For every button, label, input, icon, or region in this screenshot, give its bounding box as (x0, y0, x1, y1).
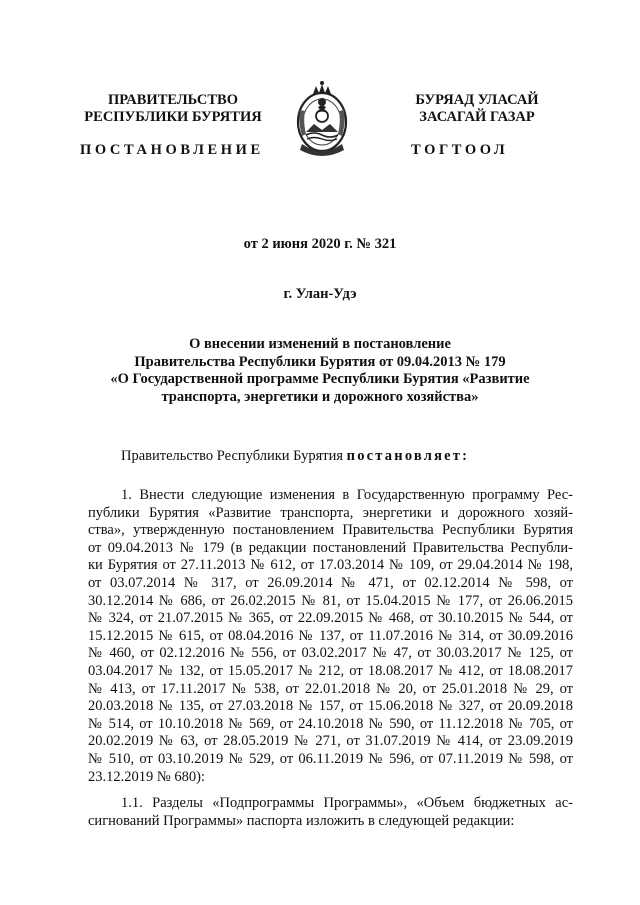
header-left-line-2: РЕСПУБЛИКИ БУРЯТИЯ (84, 109, 262, 125)
item-1-line: ства», утвержденную постановлением Правительства Республики Бурятия (88, 522, 573, 539)
header-right-line-1: БУРЯАД УЛАСАЙ (415, 92, 539, 108)
item-1-line: публики Бурятия «Развитие транспорта, энергетики и дорожного хозяй- (88, 504, 573, 521)
header-right (392, 92, 562, 126)
title-line-3: «О Государственной программе Республики Бурятия «Развитие (110, 371, 530, 387)
preamble-text: Правительство Республики Бурятия (121, 448, 347, 464)
title-line-2: Правительства Республики Бурятия от 09.04.2013 № 179 (134, 353, 506, 370)
header-left (78, 92, 268, 126)
item-1-line: № 510, от 03.10.2019 № 529, от 06.11.2019 № 596, от 07.11.2019 № 598, от (88, 750, 573, 767)
doctype-right: ТОГТООЛ (411, 142, 509, 158)
item-1-line: 20.02.2019 № 63, от 28.05.2019 № 271, от 31.07.2019 № 414, от 23.09.2019 (88, 733, 573, 750)
document-title (60, 336, 580, 406)
item-1-paragraph (88, 487, 573, 786)
doctype-left: ПОСТАНОВЛЕНИЕ (80, 142, 264, 158)
item-1-line: 30.12.2014 № 686, от 26.02.2015 № 81, от 15.04.2015 № 177, от 26.06.2015 (88, 592, 573, 609)
item-1-line: ки Бурятия от 27.11.2013 № 612, от 17.03.2014 № 109, от 29.04.2014 № 198, (88, 557, 573, 574)
item-1-line: № 514, от 10.10.2018 № 569, от 24.10.2018 № 590, от 11.12.2018 № 705, от (88, 715, 573, 732)
item-1-line: 1. Внести следующие изменения в Государственную программу Рес- (121, 487, 573, 503)
coat-of-arms-icon (294, 80, 350, 160)
item-1-line: 03.04.2017 № 132, от 15.05.2017 № 212, от 18.08.2017 № 412, от 18.08.2017 (88, 662, 573, 679)
item-1-1-line: сигнований Программы» паспорта изложить в следующей редакции: (88, 812, 515, 829)
item-1-line: 23.12.2019 № 680): (88, 768, 205, 785)
item-1-line: № 460, от 02.12.2016 № 556, от 03.02.2017 № 47, от 30.03.2017 № 125, от (88, 645, 573, 662)
item-1-1-paragraph (88, 795, 573, 830)
item-1-line: от 09.04.2013 № 179 (в редакции постановлений Правительства Республи- (88, 539, 573, 556)
item-1-line: 15.12.2015 № 615, от 08.04.2016 № 137, от 11.07.2016 № 314, от 30.09.2016 (88, 627, 573, 644)
preamble (121, 448, 469, 465)
item-1-line: № 324, от 21.07.2015 № 365, от 22.09.2015 № 468, от 30.10.2015 № 544, от (88, 610, 573, 627)
item-1-line: от 03.07.2014 № 317, от 26.09.2014 № 471, от 02.12.2014 № 598, от (88, 574, 573, 591)
title-line-1: О внесении изменений в постановление (189, 336, 451, 352)
document-city: г. Улан-Удэ (283, 286, 357, 302)
header-right-line-2: ЗАСАГАЙ ГАЗАР (419, 109, 535, 125)
preamble-decree-word: постановляет: (346, 448, 470, 464)
header-left-line-1: ПРАВИТЕЛЬСТВО (108, 92, 238, 108)
title-line-4: транспорта, энергетики и дорожного хозяйства» (161, 388, 479, 405)
item-1-line: 20.03.2018 № 135, от 27.03.2018 № 157, от 15.06.2018 № 327, от 20.09.2018 (88, 698, 573, 715)
item-1-1-line: 1.1. Разделы «Подпрограммы Программы», «Объем бюджетных ас- (121, 795, 573, 811)
document-date-number: от 2 июня 2020 г. № 321 (243, 236, 397, 252)
item-1-line: № 413, от 17.11.2017 № 538, от 22.01.2018 № 20, от 25.01.2018 № 29, от (88, 680, 573, 697)
